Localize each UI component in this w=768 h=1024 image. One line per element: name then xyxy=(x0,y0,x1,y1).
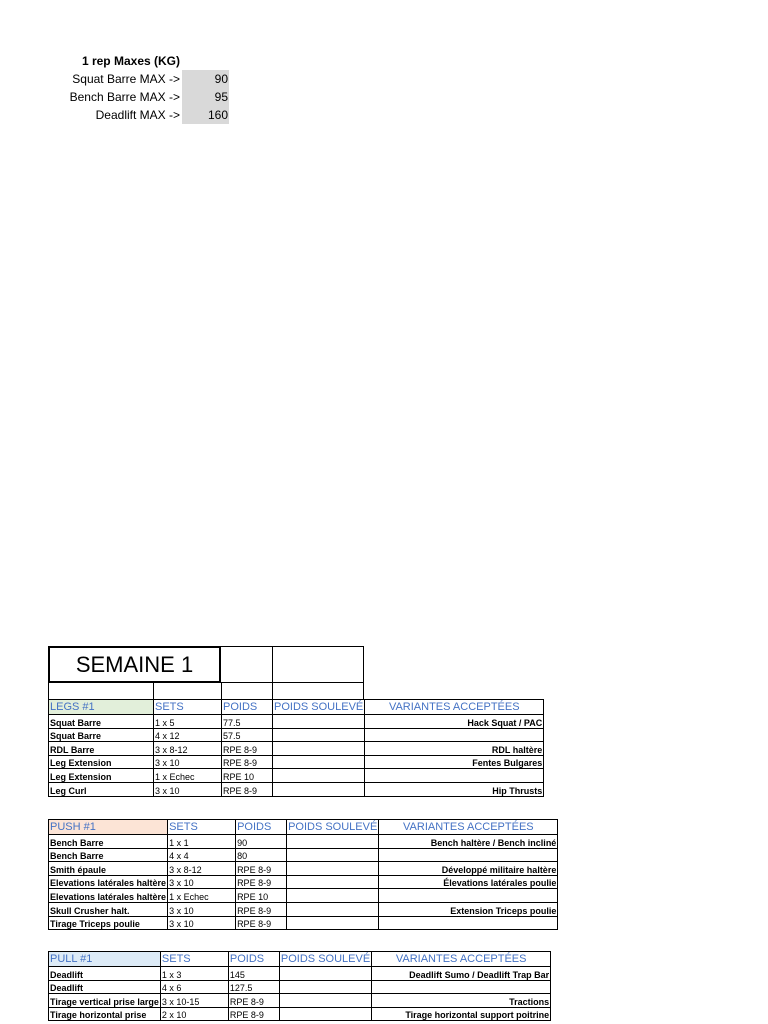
sets-cell: 2 x 10 xyxy=(160,1007,228,1021)
table-row xyxy=(49,755,544,769)
sets-cell: 3 x 10 xyxy=(168,875,236,889)
sets-cell: 3 x 8-12 xyxy=(154,742,222,756)
variantes-cell: Développé militaire haltère xyxy=(379,862,558,876)
souleve-input-cell[interactable] xyxy=(279,980,371,994)
poids-cell: RPE 10 xyxy=(236,889,287,903)
poids-cell: 77.5 xyxy=(222,715,273,729)
sets-cell: 3 x 10-15 xyxy=(160,994,228,1008)
pull-table xyxy=(48,951,551,1021)
exercise-cell: Skull Crusher halt. xyxy=(49,902,168,916)
table-row xyxy=(49,835,558,849)
poids-cell: RPE 8-9 xyxy=(236,862,287,876)
souleve-input-cell[interactable] xyxy=(287,916,379,930)
souleve-input-cell[interactable] xyxy=(287,875,379,889)
sets-cell: 1 x Echec xyxy=(168,889,236,903)
souleve-input-cell[interactable] xyxy=(273,728,365,742)
variantes-header: VARIANTES ACCEPTÉES xyxy=(379,820,558,835)
grid-line xyxy=(153,683,154,700)
souleve-input-cell[interactable] xyxy=(287,862,379,876)
sets-cell: 3 x 10 xyxy=(154,782,222,796)
max-row-squat xyxy=(40,70,230,88)
exercise-cell: Leg Curl xyxy=(49,782,154,796)
poids-cell: RPE 8-9 xyxy=(222,742,273,756)
poids-cell: RPE 8-9 xyxy=(236,916,287,930)
table-row xyxy=(49,769,544,783)
sets-cell: 4 x 6 xyxy=(160,980,228,994)
souleve-input-cell[interactable] xyxy=(273,742,365,756)
table-row xyxy=(49,967,551,981)
souleve-input-cell[interactable] xyxy=(279,967,371,981)
table-row xyxy=(49,862,558,876)
exercise-cell: Leg Extension xyxy=(49,769,154,783)
exercise-cell: Tirage horizontal prise xyxy=(49,1007,161,1021)
table-row xyxy=(49,728,544,742)
table-row xyxy=(49,875,558,889)
max-value-cell[interactable]: 160 xyxy=(182,106,229,124)
table-row xyxy=(49,848,558,862)
poids-cell: 127.5 xyxy=(228,980,279,994)
day-label: LEGS #1 xyxy=(49,700,154,715)
exercise-cell: Smith épaule xyxy=(49,862,168,876)
variantes-cell xyxy=(365,728,544,742)
poids-header: POIDS xyxy=(236,820,287,835)
souleve-input-cell[interactable] xyxy=(273,755,365,769)
exercise-cell: RDL Barre xyxy=(49,742,154,756)
grid-line xyxy=(221,682,364,683)
souleve-input-cell[interactable] xyxy=(273,782,365,796)
exercise-cell: Tirage vertical prise large xyxy=(49,994,161,1008)
poids-cell: RPE 8-9 xyxy=(236,875,287,889)
variantes-header: VARIANTES ACCEPTÉES xyxy=(372,952,551,967)
table-row xyxy=(49,994,551,1008)
grid-line xyxy=(221,646,364,647)
souleve-input-cell[interactable] xyxy=(287,835,379,849)
table-row xyxy=(49,1007,551,1021)
week-title: SEMAINE 1 xyxy=(48,646,221,683)
legs-table xyxy=(48,699,544,797)
sets-cell: 3 x 10 xyxy=(168,902,236,916)
max-label: Bench Barre MAX -> xyxy=(69,90,180,104)
poids-header: POIDS xyxy=(222,700,273,715)
max-row-deadlift xyxy=(40,106,230,124)
table-row xyxy=(49,715,544,729)
table-row xyxy=(49,902,558,916)
variantes-cell xyxy=(379,889,558,903)
max-value-cell[interactable]: 95 xyxy=(182,88,229,106)
variantes-cell: Deadlift Sumo / Deadlift Trap Bar xyxy=(372,967,551,981)
exercise-cell: Elevations latérales haltère xyxy=(49,889,168,903)
sets-cell: 3 x 10 xyxy=(168,916,236,930)
exercise-cell: Deadlift xyxy=(49,967,161,981)
exercise-cell: Leg Extension xyxy=(49,755,154,769)
grid-line xyxy=(221,683,222,700)
poids-cell: 145 xyxy=(228,967,279,981)
poids-cell: RPE 8-9 xyxy=(222,755,273,769)
souleve-input-cell[interactable] xyxy=(273,769,365,783)
max-row-bench xyxy=(40,88,230,106)
grid-line xyxy=(48,683,49,700)
souleve-input-cell[interactable] xyxy=(273,715,365,729)
souleve-header: POIDS SOULEVÉ xyxy=(280,952,371,965)
sets-cell: 4 x 4 xyxy=(168,848,236,862)
poids-cell: RPE 8-9 xyxy=(228,1007,279,1021)
exercise-cell: Elevations latérales haltère xyxy=(49,875,168,889)
exercise-cell: Tirage Triceps poulie xyxy=(49,916,168,930)
sets-cell: 3 x 10 xyxy=(154,755,222,769)
sets-cell: 1 x 1 xyxy=(168,835,236,849)
exercise-cell: Squat Barre xyxy=(49,715,154,729)
table-header-row xyxy=(49,700,544,715)
sets-cell: 3 x 8-12 xyxy=(168,862,236,876)
sets-header: SETS xyxy=(160,952,228,967)
souleve-input-cell[interactable] xyxy=(287,902,379,916)
day-label: PULL #1 xyxy=(49,952,161,967)
sets-cell: 4 x 12 xyxy=(154,728,222,742)
exercise-cell: Squat Barre xyxy=(49,728,154,742)
sets-header: SETS xyxy=(168,820,236,835)
push-table xyxy=(48,819,558,930)
variantes-cell: Élevations latérales poulie xyxy=(379,875,558,889)
exercise-cell: Bench Barre xyxy=(49,848,168,862)
table-header-row xyxy=(49,820,558,835)
variantes-cell xyxy=(372,980,551,994)
variantes-cell xyxy=(379,848,558,862)
poids-cell: 90 xyxy=(236,835,287,849)
variantes-cell xyxy=(379,916,558,930)
poids-header: POIDS xyxy=(228,952,279,967)
poids-cell: RPE 8-9 xyxy=(222,782,273,796)
variantes-cell: Hack Squat / PAC xyxy=(365,715,544,729)
variantes-cell: Tractions xyxy=(372,994,551,1008)
maxes-title: 1 rep Maxes (KG) xyxy=(81,54,180,68)
variantes-cell: Bench haltère / Bench incliné xyxy=(379,835,558,849)
souleve-header: POIDS SOULEVÉ xyxy=(288,820,378,833)
poids-cell: 57.5 xyxy=(222,728,273,742)
sets-header: SETS xyxy=(154,700,222,715)
max-label: Squat Barre MAX -> xyxy=(72,72,180,86)
variantes-header: VARIANTES ACCEPTÉES xyxy=(365,700,544,715)
souleve-header: POIDS SOULEVÉ xyxy=(274,700,364,713)
variantes-cell: Extension Triceps poulie xyxy=(379,902,558,916)
souleve-input-cell[interactable] xyxy=(287,848,379,862)
grid-line xyxy=(363,646,364,700)
variantes-cell xyxy=(365,769,544,783)
table-header-row xyxy=(49,952,551,967)
max-label: Deadlift MAX -> xyxy=(95,108,180,122)
table-row xyxy=(49,916,558,930)
souleve-input-cell[interactable] xyxy=(279,1007,371,1021)
sets-cell: 1 x Echec xyxy=(154,769,222,783)
table-row xyxy=(49,782,544,796)
table-row xyxy=(49,980,551,994)
table-row xyxy=(49,742,544,756)
variantes-cell: Tirage horizontal support poitrine xyxy=(372,1007,551,1021)
poids-cell: 80 xyxy=(236,848,287,862)
variantes-cell: Fentes Bulgares xyxy=(365,755,544,769)
sets-cell: 1 x 5 xyxy=(154,715,222,729)
souleve-input-cell[interactable] xyxy=(287,889,379,903)
max-value-cell[interactable]: 90 xyxy=(182,70,229,88)
variantes-cell: Hip Thrusts xyxy=(365,782,544,796)
poids-cell: RPE 8-9 xyxy=(228,994,279,1008)
variantes-cell: RDL haltère xyxy=(365,742,544,756)
table-row xyxy=(49,889,558,903)
grid-line xyxy=(272,646,273,700)
exercise-cell: Deadlift xyxy=(49,980,161,994)
souleve-input-cell[interactable] xyxy=(279,994,371,1008)
poids-cell: RPE 10 xyxy=(222,769,273,783)
sets-cell: 1 x 3 xyxy=(160,967,228,981)
exercise-cell: Bench Barre xyxy=(49,835,168,849)
day-label: PUSH #1 xyxy=(49,820,168,835)
poids-cell: RPE 8-9 xyxy=(236,902,287,916)
